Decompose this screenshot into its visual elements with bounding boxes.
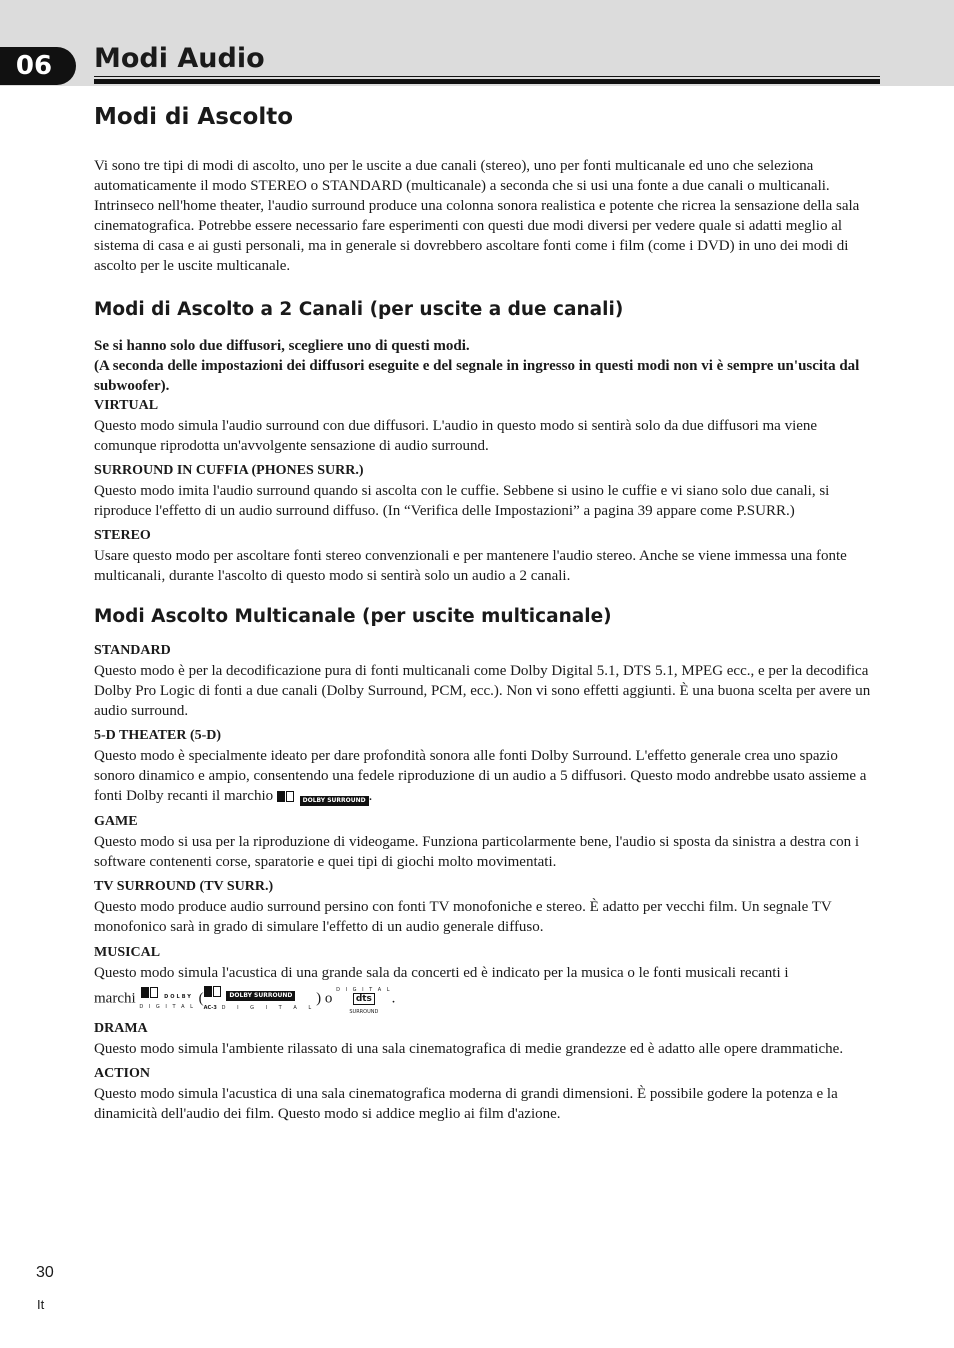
mode-text-musical-marks xyxy=(94,983,880,1015)
dolby-surround-logo xyxy=(277,787,369,807)
mode-text-virtual: Questo modo simula l'audio surround con due diffusori. L'audio in questo modo si sentirà solo da due diffusori ma viene comunque riprodotta un'avvolgente sensazione di audio surround. xyxy=(94,418,818,454)
musical-paren-open: ( xyxy=(198,990,204,1006)
header-rule-thin xyxy=(94,76,880,77)
dts-bottom-text: SURROUND xyxy=(349,1008,379,1015)
dolby-double-d-icon xyxy=(141,987,149,998)
dts-logo xyxy=(336,983,391,1015)
dolby-logo-text: DOLBY xyxy=(164,994,193,1001)
musical-marks-label: marchi xyxy=(94,990,136,1006)
mode-title-tv-surround: TV SURROUND (TV SURR.) xyxy=(94,878,274,894)
page-number: 30 xyxy=(36,1264,54,1281)
mode-title-virtual: VIRTUAL xyxy=(94,398,159,413)
mode-text-action: Questo modo simula l'acustica di una sala cinematografica moderna di grandi dimensioni. È possibile godere la potenza e la dinamicità dell'audio dei film. Questo modo si addice meglio ai film d'azione. xyxy=(94,1085,838,1122)
mode-text-5d-theater-body: Questo modo è specialmente ideato per dare profondità sonora alle fonti Dolby Surround. L'effetto generale crea uno spazio sonoro dinamico e ampio, consentendo una fedele riproduzione di un audio a 5 diffusori. Questo modo andrebbe usato assieme a fonti Dolby recanti il marchio xyxy=(94,748,867,804)
ac3-logo-text: AC-3 xyxy=(203,1005,217,1012)
mode-title-standard: STANDARD xyxy=(94,643,171,658)
mode-text-stereo: Usare questo modo per ascoltare fonti stereo convenzionali e per mantenere l'audio stereo. Anche se viene immessa una fonte multicanali, durante l'ascolto di questo modo si sentirà solo un audio a 2 canali. xyxy=(94,548,847,584)
two-channel-title: Modi di Ascolto a 2 Canali (per uscite a due canali) xyxy=(94,299,624,320)
mode-title-phones-surround: SURROUND IN CUFFIA (PHONES SURR.) xyxy=(94,463,364,478)
mode-title-action: ACTION xyxy=(94,1065,151,1081)
page-content xyxy=(94,100,880,1124)
mode-title-5d-theater: 5-D THEATER (5-D) xyxy=(94,728,222,743)
chapter-title: Modi Audio xyxy=(94,43,265,74)
dts-logo-text: dts xyxy=(353,993,375,1005)
ac3-digital-logo-text: D I G I T A L xyxy=(221,1005,317,1012)
mode-title-game: GAME xyxy=(94,813,138,829)
multichannel-title: Modi Ascolto Multicanale (per uscite multicanale) xyxy=(94,606,612,627)
dolby-double-d-icon xyxy=(277,791,285,802)
two-channel-intro-1: Se si hanno solo due diffusori, scegliere uno di questi modi. xyxy=(94,338,470,354)
mode-text-drama: Questo modo simula l'ambiente rilassato di una sala cinematografica di medie grandezze ed è adatto alle opere drammatiche. xyxy=(94,1040,844,1057)
musical-marks-end: . xyxy=(391,990,396,1006)
dolby-double-d-icon-right xyxy=(150,987,158,998)
dts-top-text: D I G I T A L xyxy=(336,986,392,993)
dolby-surround-ac3-logo xyxy=(204,986,316,1011)
mode-title-stereo: STEREO xyxy=(94,528,151,543)
dolby-digital-logo-text: D I G I T A L xyxy=(139,1004,195,1011)
mode-title-drama: DRAMA xyxy=(94,1020,148,1036)
mode-text-5d-theater-end: . xyxy=(368,788,373,804)
dolby-digital-logo xyxy=(139,987,194,1010)
dolby-double-d-icon-right xyxy=(213,986,221,997)
dolby-double-d-icon xyxy=(204,986,212,997)
mode-text-musical: Questo modo simula l'acustica di una grande sala da concerti ed è indicato per la musica o le fonti musicali recanti i xyxy=(94,964,789,981)
mode-text-standard: Questo modo è per la decodificazione pura di fonti multicanali come Dolby Digital 5.1, DTS 5.1, MPEG ecc., e per la decodifica Dolby Pro Logic di fonti a due canali (Dolby Surround, PCM, ecc.). Non vi sono effetti aggiunti. È una buona scelta per avere un audio surround. xyxy=(94,663,871,719)
chapter-number-tab: 06 xyxy=(0,47,76,85)
dolby-surround-logo-text: DOLBY SURROUND xyxy=(226,991,295,1001)
two-channel-intro-2: (A seconda delle impostazioni dei diffusori eseguite e del segnale in ingresso in questi modi non vi è sempre un'uscita dal subwoofer). xyxy=(94,358,860,394)
mode-text-5d-theater xyxy=(94,746,880,807)
section-intro: Vi sono tre tipi di modi di ascolto, uno per le uscite a due canali (stereo), uno per fonti multicanale ed uno che seleziona automaticamente il modo STEREO o STANDARD (multicanale) a seconda che si usi una fonte a due canali o multicanali. Intrinseco nell'home theater, l'audio surround produce una colonna sonora realistica e potente che ricrea la sensazione della sala cinematografica. Potrebbe essere necessario fare esperimenti con questi due modi diversi per vedere quale si adatti meglio al sistema di casa e ai gusti personali, ma in generale si dovrebbero ascoltare fonti come i film (come i DVD) in uno dei modi di ascolto per le uscite multicanale. xyxy=(94,158,860,274)
musical-paren-close: ) o xyxy=(316,990,333,1006)
header-rule-thick xyxy=(94,79,880,84)
mode-text-game: Questo modo si usa per la riproduzione di videogame. Funziona particolarmente bene, l'audio si sposta da sinistra a destra con i software contenenti corse, sparatorie e quei tipi di giochi molto movimentati. xyxy=(94,833,859,870)
dolby-surround-logo-text: DOLBY SURROUND xyxy=(300,796,369,806)
mode-title-musical: MUSICAL xyxy=(94,944,161,960)
mode-text-tv-surround: Questo modo produce audio surround persino con fonti TV monofoniche e stereo. È adatto per vecchi film. Un segnale TV monofonico sarà in grado di simulare l'effetto di un audio generale diffuso. xyxy=(94,898,832,935)
language-code: It xyxy=(37,1297,45,1312)
dolby-double-d-icon-right xyxy=(286,791,294,802)
mode-text-phones-surround: Questo modo imita l'audio surround quando si ascolta con le cuffie. Sebbene si usino le cuffie e vi siano solo due canali, si riproduce l'effetto di un audio surround diffuso. (In “Verifica delle Impostazioni” a pagina 39 appare come P.SURR.) xyxy=(94,483,830,519)
section-title: Modi di Ascolto xyxy=(94,104,294,130)
